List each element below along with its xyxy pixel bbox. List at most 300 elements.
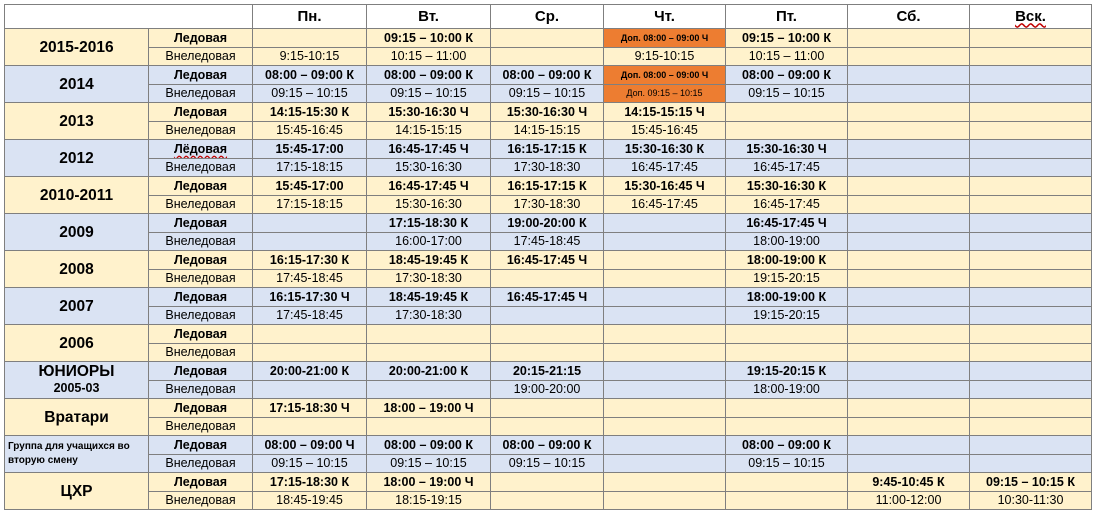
schedule-cell-friday: 15:30-16:30 Ч: [726, 140, 848, 159]
schedule-row: [5, 325, 1092, 344]
training-type-label: Внеледовая: [165, 197, 236, 212]
training-type-label: Ледовая: [173, 363, 228, 378]
schedule-cell-monday: 17:15-18:30 К: [253, 473, 367, 492]
schedule-cell-monday: 20:00-21:00 К: [253, 362, 367, 381]
schedule-cell-monday: [253, 380, 367, 399]
schedule-row: [5, 177, 1092, 196]
schedule-cell-monday: 17:15-18:15: [253, 158, 367, 177]
schedule-row: [5, 399, 1092, 418]
day-header-label: Вск.: [1015, 7, 1046, 25]
training-type-label: Внеледовая: [165, 160, 236, 175]
schedule-cell-friday: 18:00-19:00 К: [726, 251, 848, 270]
schedule-cell-sunday: [970, 380, 1092, 399]
schedule-cell-tuesday: 15:30-16:30: [367, 195, 491, 214]
group-name: 2014: [59, 75, 94, 93]
training-type-label: Ледовая: [173, 252, 228, 267]
schedule-cell-sunday: [970, 158, 1092, 177]
schedule-cell-thursday: [604, 380, 726, 399]
schedule-cell-tuesday: [367, 380, 491, 399]
training-type-label: Ледовая: [173, 437, 228, 452]
training-type-label: Внеледовая: [165, 308, 236, 323]
schedule-row: [5, 121, 1092, 140]
schedule-cell-tuesday: 16:45-17:45 Ч: [367, 140, 491, 159]
group-name: ЮНИОРЫ: [38, 363, 115, 380]
schedule-cell-thursday: [604, 343, 726, 362]
training-type-cell: [149, 214, 253, 233]
schedule-cell-sunday: [970, 436, 1092, 455]
schedule-cell-thursday: 9:15-10:15: [604, 47, 726, 66]
schedule-cell-saturday: [848, 121, 970, 140]
schedule-cell-monday: 15:45-17:00: [253, 177, 367, 196]
training-type-label: Внеледовая: [165, 234, 236, 249]
schedule-cell-tuesday: [367, 343, 491, 362]
schedule-cell-thursday: [604, 269, 726, 288]
schedule-cell-sunday: [970, 103, 1092, 122]
schedule-cell-thursday: [604, 325, 726, 344]
schedule-cell-tuesday: 08:00 – 09:00 К: [367, 436, 491, 455]
schedule-cell-tuesday: 09:15 – 10:15: [367, 84, 491, 103]
schedule-cell-wednesday: 14:15-15:15: [491, 121, 604, 140]
schedule-cell-thursday: [604, 362, 726, 381]
schedule-cell-sunday: [970, 66, 1092, 85]
schedule-row: [5, 103, 1092, 122]
schedule-cell-saturday: [848, 269, 970, 288]
schedule-cell-tuesday: 20:00-21:00 К: [367, 362, 491, 381]
group-label-cell: [5, 66, 149, 103]
schedule-cell-saturday: [848, 306, 970, 325]
schedule-cell-tuesday: 17:30-18:30: [367, 269, 491, 288]
schedule-cell-saturday: [848, 47, 970, 66]
day-header-sunday: [970, 5, 1092, 29]
schedule-cell-saturday: [848, 343, 970, 362]
schedule-cell-thursday: [604, 306, 726, 325]
training-type-label: Ледовая: [173, 326, 228, 341]
schedule-cell-monday: 9:15-10:15: [253, 47, 367, 66]
group-label-cell: [5, 325, 149, 362]
schedule-cell-friday: 15:30-16:30 К: [726, 177, 848, 196]
schedule-cell-friday: [726, 343, 848, 362]
schedule-cell-friday: 18:00-19:00: [726, 232, 848, 251]
schedule-cell-sunday: [970, 288, 1092, 307]
schedule-cell-thursday: Доп. 09:15 – 10:15: [604, 84, 726, 103]
group-label-cell: [5, 140, 149, 177]
schedule-cell-monday: 08:00 – 09:00 К: [253, 66, 367, 85]
schedule-cell-friday: 18:00-19:00: [726, 380, 848, 399]
schedule-cell-friday: 08:00 – 09:00 К: [726, 66, 848, 85]
day-header-label: Пн.: [297, 7, 322, 25]
training-type-cell: [149, 66, 253, 85]
group-label-cell: [5, 288, 149, 325]
schedule-cell-wednesday: 09:15 – 10:15: [491, 84, 604, 103]
training-type-cell: [149, 103, 253, 122]
schedule-cell-thursday: [604, 436, 726, 455]
training-type-cell: [149, 454, 253, 473]
schedule-cell-monday: 17:45-18:45: [253, 306, 367, 325]
schedule-cell-tuesday: 10:15 – 11:00: [367, 47, 491, 66]
group-name: 2009: [59, 223, 94, 241]
schedule-cell-monday: 15:45-16:45: [253, 121, 367, 140]
header-corner: [5, 5, 253, 29]
day-header-wednesday: [491, 5, 604, 29]
group-name: 2012: [59, 149, 94, 167]
training-type-cell: [149, 29, 253, 48]
schedule-cell-friday: [726, 417, 848, 436]
schedule-cell-wednesday: [491, 417, 604, 436]
schedule-cell-saturday: [848, 251, 970, 270]
schedule-cell-monday: [253, 325, 367, 344]
schedule-cell-thursday: [604, 417, 726, 436]
schedule-cell-thursday: 14:15-15:15 Ч: [604, 103, 726, 122]
group-name: 2015-2016: [39, 38, 114, 56]
schedule-row: [5, 362, 1092, 381]
schedule-cell-saturday: 11:00-12:00: [848, 491, 970, 510]
schedule-cell-friday: 16:45-17:45: [726, 158, 848, 177]
schedule-cell-friday: 19:15-20:15: [726, 306, 848, 325]
training-type-label: Внеледовая: [165, 271, 236, 286]
schedule-cell-wednesday: 15:30-16:30 Ч: [491, 103, 604, 122]
schedule-cell-saturday: [848, 362, 970, 381]
schedule-cell-sunday: [970, 325, 1092, 344]
schedule-cell-wednesday: [491, 325, 604, 344]
schedule-cell-wednesday: 17:30-18:30: [491, 158, 604, 177]
training-type-cell: [149, 417, 253, 436]
day-header-label: Сб.: [896, 7, 921, 25]
training-type-label: Ледовая: [173, 104, 228, 119]
schedule-cell-friday: 09:15 – 10:15: [726, 84, 848, 103]
schedule-cell-monday: 16:15-17:30 К: [253, 251, 367, 270]
schedule-cell-thursday: 15:45-16:45: [604, 121, 726, 140]
schedule-cell-saturday: [848, 29, 970, 48]
training-type-label: Ледовая: [173, 400, 228, 415]
schedule-cell-wednesday: [491, 47, 604, 66]
schedule-row: [5, 417, 1092, 436]
schedule-cell-saturday: [848, 417, 970, 436]
schedule-cell-wednesday: [491, 306, 604, 325]
day-header-label: Ср.: [534, 7, 560, 25]
schedule-cell-sunday: [970, 251, 1092, 270]
training-type-label: Лёдовая: [173, 141, 228, 156]
schedule-cell-tuesday: 15:30-16:30 Ч: [367, 103, 491, 122]
schedule-cell-wednesday: 17:45-18:45: [491, 232, 604, 251]
schedule-cell-friday: 19:15-20:15 К: [726, 362, 848, 381]
schedule-row: [5, 473, 1092, 492]
group-label-cell: [5, 177, 149, 214]
schedule-cell-saturday: [848, 66, 970, 85]
schedule-row: [5, 232, 1092, 251]
schedule-cell-friday: [726, 325, 848, 344]
schedule-cell-saturday: [848, 158, 970, 177]
training-type-cell: [149, 158, 253, 177]
schedule-cell-monday: 16:15-17:30 Ч: [253, 288, 367, 307]
group-name: 2008: [59, 260, 94, 278]
schedule-row: [5, 84, 1092, 103]
schedule-cell-thursday: 16:45-17:45: [604, 195, 726, 214]
schedule-cell-tuesday: 18:00 – 19:00 Ч: [367, 399, 491, 418]
schedule-cell-wednesday: 08:00 – 09:00 К: [491, 66, 604, 85]
schedule-cell-tuesday: 09:15 – 10:00 К: [367, 29, 491, 48]
schedule-cell-thursday: 15:30-16:30 К: [604, 140, 726, 159]
schedule-cell-saturday: [848, 232, 970, 251]
training-type-label: Ледовая: [173, 215, 228, 230]
schedule-body: [5, 5, 1092, 510]
schedule-cell-saturday: [848, 288, 970, 307]
training-type-cell: [149, 343, 253, 362]
training-type-label: Ледовая: [173, 289, 228, 304]
training-type-cell: [149, 473, 253, 492]
schedule-cell-friday: 19:15-20:15: [726, 269, 848, 288]
schedule-cell-tuesday: 18:45-19:45 К: [367, 288, 491, 307]
schedule-cell-monday: 17:15-18:30 Ч: [253, 399, 367, 418]
schedule-cell-sunday: [970, 47, 1092, 66]
schedule-cell-sunday: [970, 214, 1092, 233]
day-header-tuesday: [367, 5, 491, 29]
day-header-label: Пт.: [776, 7, 797, 25]
schedule-cell-tuesday: 18:15-19:15: [367, 491, 491, 510]
schedule-cell-sunday: [970, 269, 1092, 288]
schedule-cell-monday: 17:15-18:15: [253, 195, 367, 214]
training-type-label: Внеледовая: [165, 456, 236, 471]
group-name: Группа для учащихся во вторую смену: [8, 441, 130, 466]
training-type-cell: [149, 121, 253, 140]
day-header-thursday: [604, 5, 726, 29]
schedule-cell-monday: [253, 214, 367, 233]
training-type-cell: [149, 306, 253, 325]
schedule-row: [5, 454, 1092, 473]
schedule-cell-friday: 16:45-17:45: [726, 195, 848, 214]
schedule-cell-wednesday: [491, 491, 604, 510]
schedule-cell-sunday: [970, 29, 1092, 48]
training-type-label: Внеледовая: [165, 123, 236, 138]
schedule-cell-sunday: [970, 140, 1092, 159]
schedule-row: [5, 380, 1092, 399]
schedule-cell-thursday: 16:45-17:45: [604, 158, 726, 177]
schedule-row: [5, 491, 1092, 510]
schedule-row: [5, 195, 1092, 214]
training-type-label: Ледовая: [173, 474, 228, 489]
training-type-cell: [149, 380, 253, 399]
schedule-cell-tuesday: 14:15-15:15: [367, 121, 491, 140]
schedule-cell-wednesday: 16:45-17:45 Ч: [491, 251, 604, 270]
schedule-cell-sunday: [970, 195, 1092, 214]
schedule-cell-saturday: [848, 380, 970, 399]
header-row: [5, 5, 1092, 29]
schedule-row: [5, 158, 1092, 177]
schedule-cell-friday: 16:45-17:45 Ч: [726, 214, 848, 233]
training-type-cell: [149, 325, 253, 344]
training-type-label: Ледовая: [173, 30, 228, 45]
schedule-cell-saturday: [848, 214, 970, 233]
training-type-label: Внеледовая: [165, 419, 236, 434]
schedule-cell-wednesday: 16:15-17:15 К: [491, 140, 604, 159]
schedule-cell-tuesday: [367, 417, 491, 436]
training-type-label: Внеледовая: [165, 345, 236, 360]
schedule-cell-wednesday: 19:00-20:00: [491, 380, 604, 399]
schedule-cell-thursday: [604, 232, 726, 251]
schedule-cell-thursday: [604, 491, 726, 510]
schedule-cell-wednesday: 19:00-20:00 К: [491, 214, 604, 233]
schedule-cell-saturday: [848, 195, 970, 214]
schedule-cell-monday: [253, 343, 367, 362]
schedule-cell-thursday: 15:30-16:45 Ч: [604, 177, 726, 196]
schedule-cell-sunday: [970, 417, 1092, 436]
schedule-cell-thursday: [604, 251, 726, 270]
training-type-cell: [149, 269, 253, 288]
schedule-cell-tuesday: 08:00 – 09:00 К: [367, 66, 491, 85]
schedule-cell-sunday: [970, 399, 1092, 418]
schedule-cell-thursday: [604, 399, 726, 418]
schedule-cell-saturday: [848, 103, 970, 122]
schedule-cell-monday: [253, 29, 367, 48]
schedule-cell-saturday: [848, 84, 970, 103]
schedule-row: [5, 29, 1092, 48]
schedule-cell-sunday: [970, 306, 1092, 325]
schedule-cell-sunday: [970, 454, 1092, 473]
group-label-cell: [5, 362, 149, 399]
schedule-cell-monday: 09:15 – 10:15: [253, 84, 367, 103]
training-type-label: Внеледовая: [165, 86, 236, 101]
schedule-cell-wednesday: 09:15 – 10:15: [491, 454, 604, 473]
schedule-cell-monday: 08:00 – 09:00 Ч: [253, 436, 367, 455]
schedule-cell-friday: 10:15 – 11:00: [726, 47, 848, 66]
schedule-row: [5, 269, 1092, 288]
schedule-cell-tuesday: 18:00 – 19:00 Ч: [367, 473, 491, 492]
schedule-cell-wednesday: 20:15-21:15: [491, 362, 604, 381]
group-label-cell: [5, 473, 149, 510]
schedule-cell-saturday: [848, 454, 970, 473]
schedule-cell-wednesday: 16:15-17:15 К: [491, 177, 604, 196]
schedule-cell-sunday: [970, 177, 1092, 196]
schedule-row: [5, 66, 1092, 85]
schedule-cell-monday: 09:15 – 10:15: [253, 454, 367, 473]
schedule-cell-tuesday: [367, 325, 491, 344]
schedule-cell-monday: [253, 417, 367, 436]
schedule-cell-sunday: 09:15 – 10:15 К: [970, 473, 1092, 492]
training-type-cell: [149, 47, 253, 66]
schedule-cell-tuesday: 17:15-18:30 К: [367, 214, 491, 233]
training-type-cell: [149, 436, 253, 455]
group-name: Вратари: [44, 408, 109, 426]
schedule-cell-tuesday: 16:45-17:45 Ч: [367, 177, 491, 196]
training-type-cell: [149, 177, 253, 196]
schedule-cell-wednesday: [491, 269, 604, 288]
schedule-cell-tuesday: 16:00-17:00: [367, 232, 491, 251]
schedule-cell-thursday: [604, 214, 726, 233]
group-label-cell: [5, 103, 149, 140]
day-header-label: Чт.: [654, 7, 675, 25]
schedule-cell-wednesday: [491, 343, 604, 362]
schedule-cell-thursday: [604, 473, 726, 492]
training-type-cell: [149, 232, 253, 251]
schedule-cell-monday: 18:45-19:45: [253, 491, 367, 510]
schedule-cell-thursday: Доп. 08:00 – 09:00 Ч: [604, 66, 726, 85]
training-type-cell: [149, 288, 253, 307]
schedule-row: [5, 306, 1092, 325]
training-type-label: Ледовая: [173, 67, 228, 82]
training-type-cell: [149, 251, 253, 270]
schedule-cell-tuesday: 17:30-18:30: [367, 306, 491, 325]
schedule-cell-saturday: [848, 177, 970, 196]
schedule-cell-friday: 09:15 – 10:00 К: [726, 29, 848, 48]
schedule-cell-saturday: [848, 399, 970, 418]
training-type-cell: [149, 84, 253, 103]
schedule-cell-sunday: [970, 362, 1092, 381]
training-type-label: Ледовая: [173, 178, 228, 193]
schedule-cell-saturday: 9:45-10:45 К: [848, 473, 970, 492]
schedule-cell-monday: [253, 232, 367, 251]
group-label-cell: [5, 29, 149, 66]
schedule-cell-thursday: Доп. 08:00 – 09:00 Ч: [604, 29, 726, 48]
group-name: 2007: [59, 297, 94, 315]
group-label-cell: [5, 214, 149, 251]
schedule-cell-wednesday: [491, 473, 604, 492]
schedule-cell-wednesday: [491, 29, 604, 48]
schedule-table: [4, 4, 1092, 510]
schedule-cell-wednesday: 17:30-18:30: [491, 195, 604, 214]
schedule-cell-friday: 09:15 – 10:15: [726, 454, 848, 473]
schedule-cell-friday: [726, 491, 848, 510]
schedule-row: [5, 288, 1092, 307]
schedule-cell-tuesday: 09:15 – 10:15: [367, 454, 491, 473]
schedule-cell-friday: [726, 473, 848, 492]
schedule-row: [5, 343, 1092, 362]
schedule-cell-thursday: [604, 288, 726, 307]
schedule-cell-sunday: [970, 343, 1092, 362]
training-type-label: Внеледовая: [165, 493, 236, 508]
schedule-cell-sunday: [970, 232, 1092, 251]
schedule-row: [5, 251, 1092, 270]
group-name: 2013: [59, 112, 94, 130]
schedule-cell-tuesday: 15:30-16:30: [367, 158, 491, 177]
schedule-cell-friday: [726, 121, 848, 140]
schedule-cell-saturday: [848, 325, 970, 344]
schedule-row: [5, 214, 1092, 233]
schedule-row: [5, 140, 1092, 159]
schedule-cell-saturday: [848, 140, 970, 159]
schedule-cell-monday: 14:15-15:30 К: [253, 103, 367, 122]
day-header-monday: [253, 5, 367, 29]
schedule-cell-tuesday: 18:45-19:45 К: [367, 251, 491, 270]
schedule-cell-friday: 08:00 – 09:00 К: [726, 436, 848, 455]
schedule-cell-wednesday: 08:00 – 09:00 К: [491, 436, 604, 455]
schedule-row: [5, 47, 1092, 66]
training-type-cell: [149, 491, 253, 510]
schedule-cell-wednesday: [491, 399, 604, 418]
training-type-label: Внеледовая: [165, 49, 236, 64]
day-header-friday: [726, 5, 848, 29]
schedule-cell-saturday: [848, 436, 970, 455]
group-name: ЦХР: [60, 482, 93, 500]
schedule-cell-monday: 17:45-18:45: [253, 269, 367, 288]
training-type-label: Внеледовая: [165, 382, 236, 397]
group-label-cell: [5, 436, 149, 473]
schedule-cell-sunday: [970, 84, 1092, 103]
training-type-cell: [149, 362, 253, 381]
schedule-cell-friday: [726, 103, 848, 122]
schedule-cell-monday: 15:45-17:00: [253, 140, 367, 159]
day-header-label: Вт.: [418, 7, 439, 25]
group-label-cell: [5, 399, 149, 436]
training-type-cell: [149, 399, 253, 418]
schedule-cell-wednesday: 16:45-17:45 Ч: [491, 288, 604, 307]
group-name: 2010-2011: [39, 186, 114, 204]
day-header-saturday: [848, 5, 970, 29]
schedule-row: [5, 436, 1092, 455]
schedule-cell-sunday: [970, 121, 1092, 140]
training-type-cell: [149, 140, 253, 159]
schedule-cell-sunday: 10:30-11:30: [970, 491, 1092, 510]
group-subtitle: 2005-03: [53, 381, 100, 395]
schedule-cell-friday: 18:00-19:00 К: [726, 288, 848, 307]
